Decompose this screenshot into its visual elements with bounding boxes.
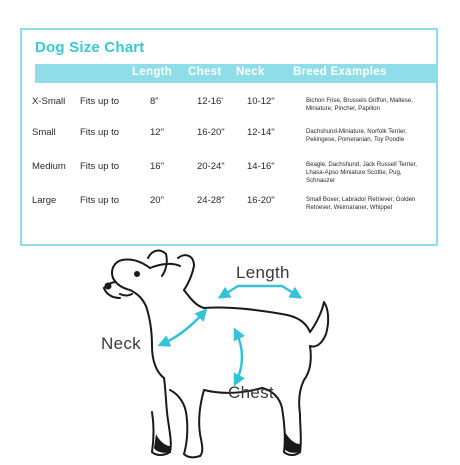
header-breed: Breed Examples	[293, 66, 387, 78]
row-small-chest: 16-20"	[197, 127, 225, 138]
row-small-fit: Fits up to	[80, 127, 120, 138]
row-medium-fit: Fits up to	[80, 161, 120, 172]
length-label: Length	[236, 263, 290, 282]
row-xsmall-neck: 10-12"	[247, 96, 275, 107]
row-medium-chest: 20-24"	[197, 161, 225, 172]
row-xsmall-length: 8"	[150, 96, 159, 107]
row-large-breeds: Small Boxer, Labrador Retriever, Golden Retriever, Weimaraner, Whippet	[306, 196, 416, 211]
chart-title: Dog Size Chart	[35, 39, 145, 56]
row-large-length: 20"	[150, 195, 164, 206]
header-chest: Chest	[188, 66, 222, 78]
row-xsmall-chest: 12-16'	[197, 96, 224, 107]
row-small-neck: 12-14"	[247, 127, 275, 138]
row-small-breeds: Dachshund-Miniature, Norfolk Terrier, Pekingese, Pomeranian, Toy Poodle	[306, 128, 407, 143]
chest-label: Chest	[228, 383, 274, 402]
row-xsmall-fit: Fits up to	[80, 96, 120, 107]
size-chart-card	[20, 28, 438, 246]
header-length: Length	[132, 66, 173, 78]
row-large-size: Large	[32, 195, 57, 206]
row-medium-breeds: Beagle, Dachshund, Jack Russell Terrier, Lhasa-Apso Miniature Scottie, Pug, Schnauzer	[306, 161, 417, 184]
row-medium-size: Medium	[32, 161, 66, 172]
row-small-length: 12"	[150, 127, 164, 138]
measurement-diagram	[0, 248, 460, 460]
row-medium-neck: 14-16"	[247, 161, 275, 172]
row-large-fit: Fits up to	[80, 195, 120, 206]
row-large-chest: 24-28"	[197, 195, 225, 206]
header-neck: Neck	[236, 66, 265, 78]
row-large-neck: 16-20"	[247, 195, 275, 206]
neck-label: Neck	[101, 334, 141, 353]
dog-outline-icon	[0, 248, 460, 460]
row-xsmall-size: X-Small	[32, 96, 66, 107]
row-medium-length: 16"	[150, 161, 164, 172]
row-small-size: Small	[32, 127, 56, 138]
row-xsmall-breeds: Bichon Frise, Brussels Griffon, Maltese, Miniature, Pincher, Papillon	[306, 97, 413, 112]
